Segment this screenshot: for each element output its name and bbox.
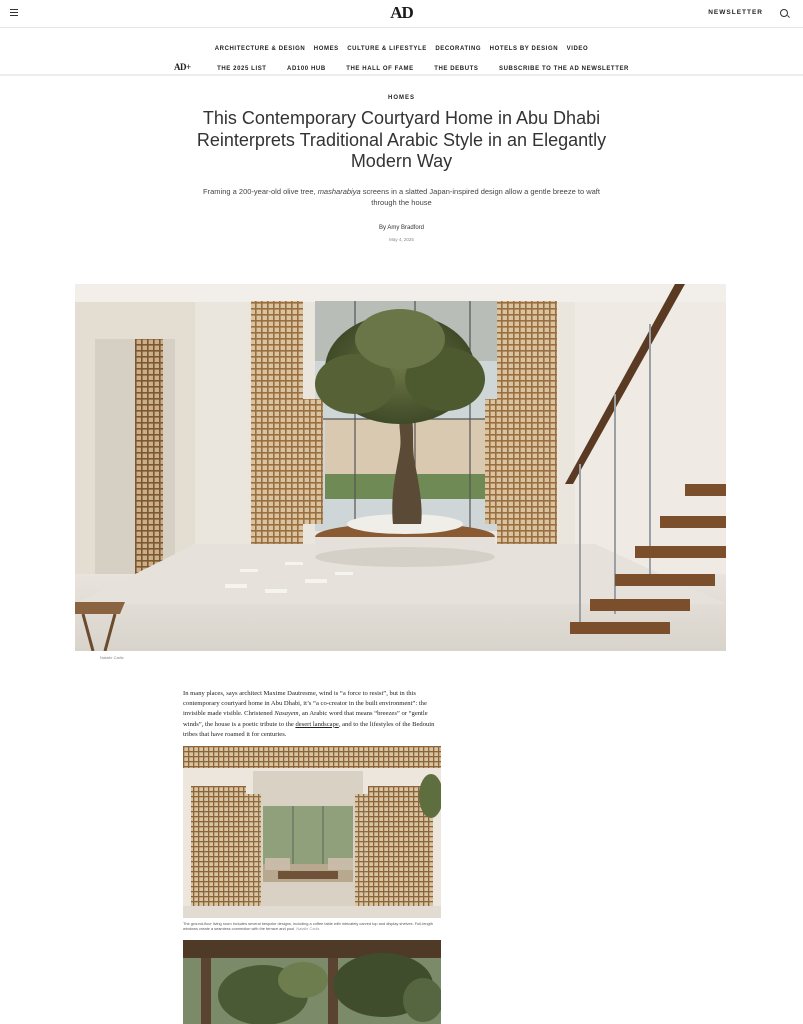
nav-ad100-hub[interactable]: AD100 HUB [287,66,326,72]
byline-prefix: By [378,225,388,231]
image-caption [183,921,441,931]
dek-text-end: screens in a slatted Japan-inspired design allow a gentle breeze to waft through the house [360,187,600,207]
nav-culture-lifestyle[interactable]: CULTURE & LIFESTYLE [347,46,427,52]
dek-italic: masharabiya [317,187,361,196]
nav-video[interactable]: VIDEO [566,46,589,52]
top-bar [0,0,803,28]
secondary-nav [0,57,803,75]
caption-credit: Natalie Cadiz [296,926,320,931]
nav-subscribe-newsletter[interactable]: SUBSCRIBE TO THE AD NEWSLETTER [498,66,629,72]
paragraph-italic-word: Nasayem [274,710,299,718]
site-logo[interactable]: AD [390,3,413,22]
caption-text: The ground-floor living room includes several bespoke designs, including a coffee table with intricately carved top and display shelves. Full-length windows create a seamless connection with the terrace and pool. [183,921,433,931]
terrace-illustration [183,940,441,1024]
primary-nav [0,37,803,55]
nav-hall-of-fame[interactable]: THE HALL OF FAME [346,66,414,72]
hero-photo-credit: Natalie Cadiz [100,655,124,660]
byline [0,225,803,231]
living-room-image [183,746,441,918]
newsletter-link[interactable]: NEWSLETTER [708,9,763,16]
nav-2025-list[interactable]: THE 2025 LIST [217,66,267,72]
paragraph-text-2: , an Arabic word that means “breezes” or “gentle winds”, the house is a poetic tribute to the [183,710,428,728]
living-room-illustration [183,746,441,918]
nav-decorating[interactable]: DECORATING [435,46,482,52]
nav-hotels-by-design[interactable]: HOTELS BY DESIGN [489,46,559,52]
nav-homes[interactable]: HOMES [313,46,339,52]
article-title: This Contemporary Courtyard Home in Abu Dhabi Reinterprets Traditional Arabic Style in an Elegantly Modern Way [196,108,607,171]
nav-the-debuts[interactable]: THE DEBUTS [434,66,479,72]
search-icon[interactable] [780,9,788,17]
paragraph-text-3: , and to the lifestyles of the Bedouin tribes that have roamed it for centuries. [183,720,435,738]
desert-landscape-link[interactable]: desert landscape [295,720,339,728]
article-paragraph [183,689,441,740]
terrace-image [183,940,441,1024]
dek-text-start: Framing a 200-year-old olive tree, [203,187,318,196]
paragraph-text-1: In many places, says architect Maxime Dautresme, wind is “a force to resist”, but in this contemporary courtyard home in Abu Dhabi, it’s “a co-creator in the built environment”: the invisible made visible. Christened [183,690,427,718]
author-link[interactable]: Amy Bradford [387,225,425,231]
nav-architecture-design[interactable]: ARCHITECTURE & DESIGN [214,46,306,52]
article-dek [190,186,613,208]
nav-divider [0,74,803,76]
ad-plus-logo[interactable]: AD+ [174,62,191,72]
hero-illustration [75,284,726,651]
article-rubric[interactable]: HOMES [387,95,415,101]
hero-image [75,284,726,651]
publish-date: May 4, 2025 [389,237,414,242]
